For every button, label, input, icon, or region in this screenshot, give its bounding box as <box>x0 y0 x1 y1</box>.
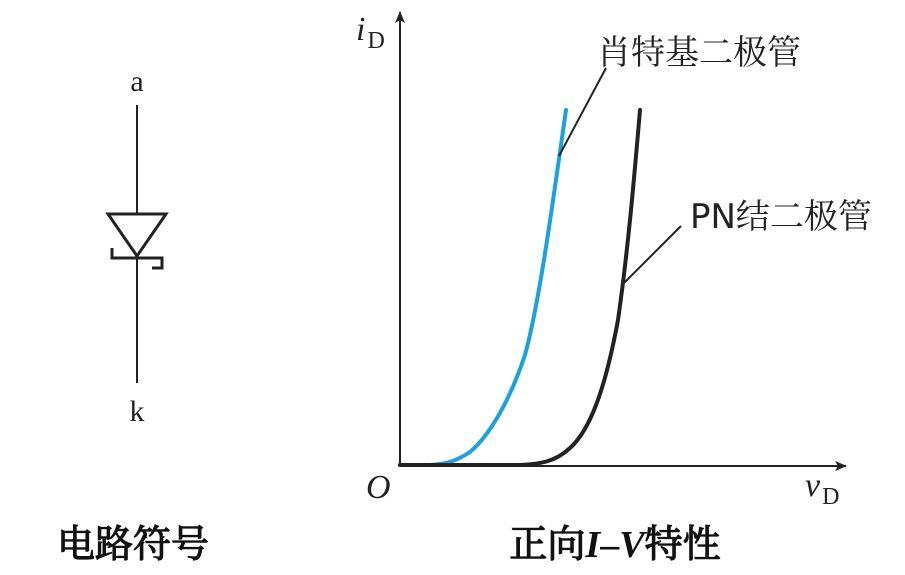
x-axis-label <box>805 467 839 510</box>
iv-caption-dash: – <box>600 524 620 566</box>
iv-caption-suffix: 特性 <box>644 522 721 566</box>
y-axis-var: i <box>356 11 366 48</box>
schottky-curve-label: 肖特基二极管 <box>597 33 801 73</box>
iv-plot <box>356 11 872 510</box>
symbol-caption: 电路符号 <box>56 522 210 566</box>
anode-label: a <box>130 65 144 98</box>
origin-label: O <box>366 469 391 506</box>
iv-caption-prefix: 正向 <box>509 522 586 566</box>
iv-caption-current: I <box>585 524 601 566</box>
iv-caption <box>509 522 720 566</box>
x-axis-sub: D <box>822 484 840 510</box>
schottky-curve <box>400 110 566 465</box>
diode-triangle <box>108 214 166 256</box>
y-axis-sub: D <box>367 28 385 54</box>
cathode-label: k <box>129 395 145 428</box>
circuit-symbol <box>108 65 166 428</box>
pn-curve-label: PN结二极管 <box>690 197 872 237</box>
y-axis-label <box>356 11 385 54</box>
x-axis-var: v <box>805 467 821 504</box>
pn-curve <box>400 110 640 465</box>
iv-caption-voltage: V <box>619 524 645 566</box>
